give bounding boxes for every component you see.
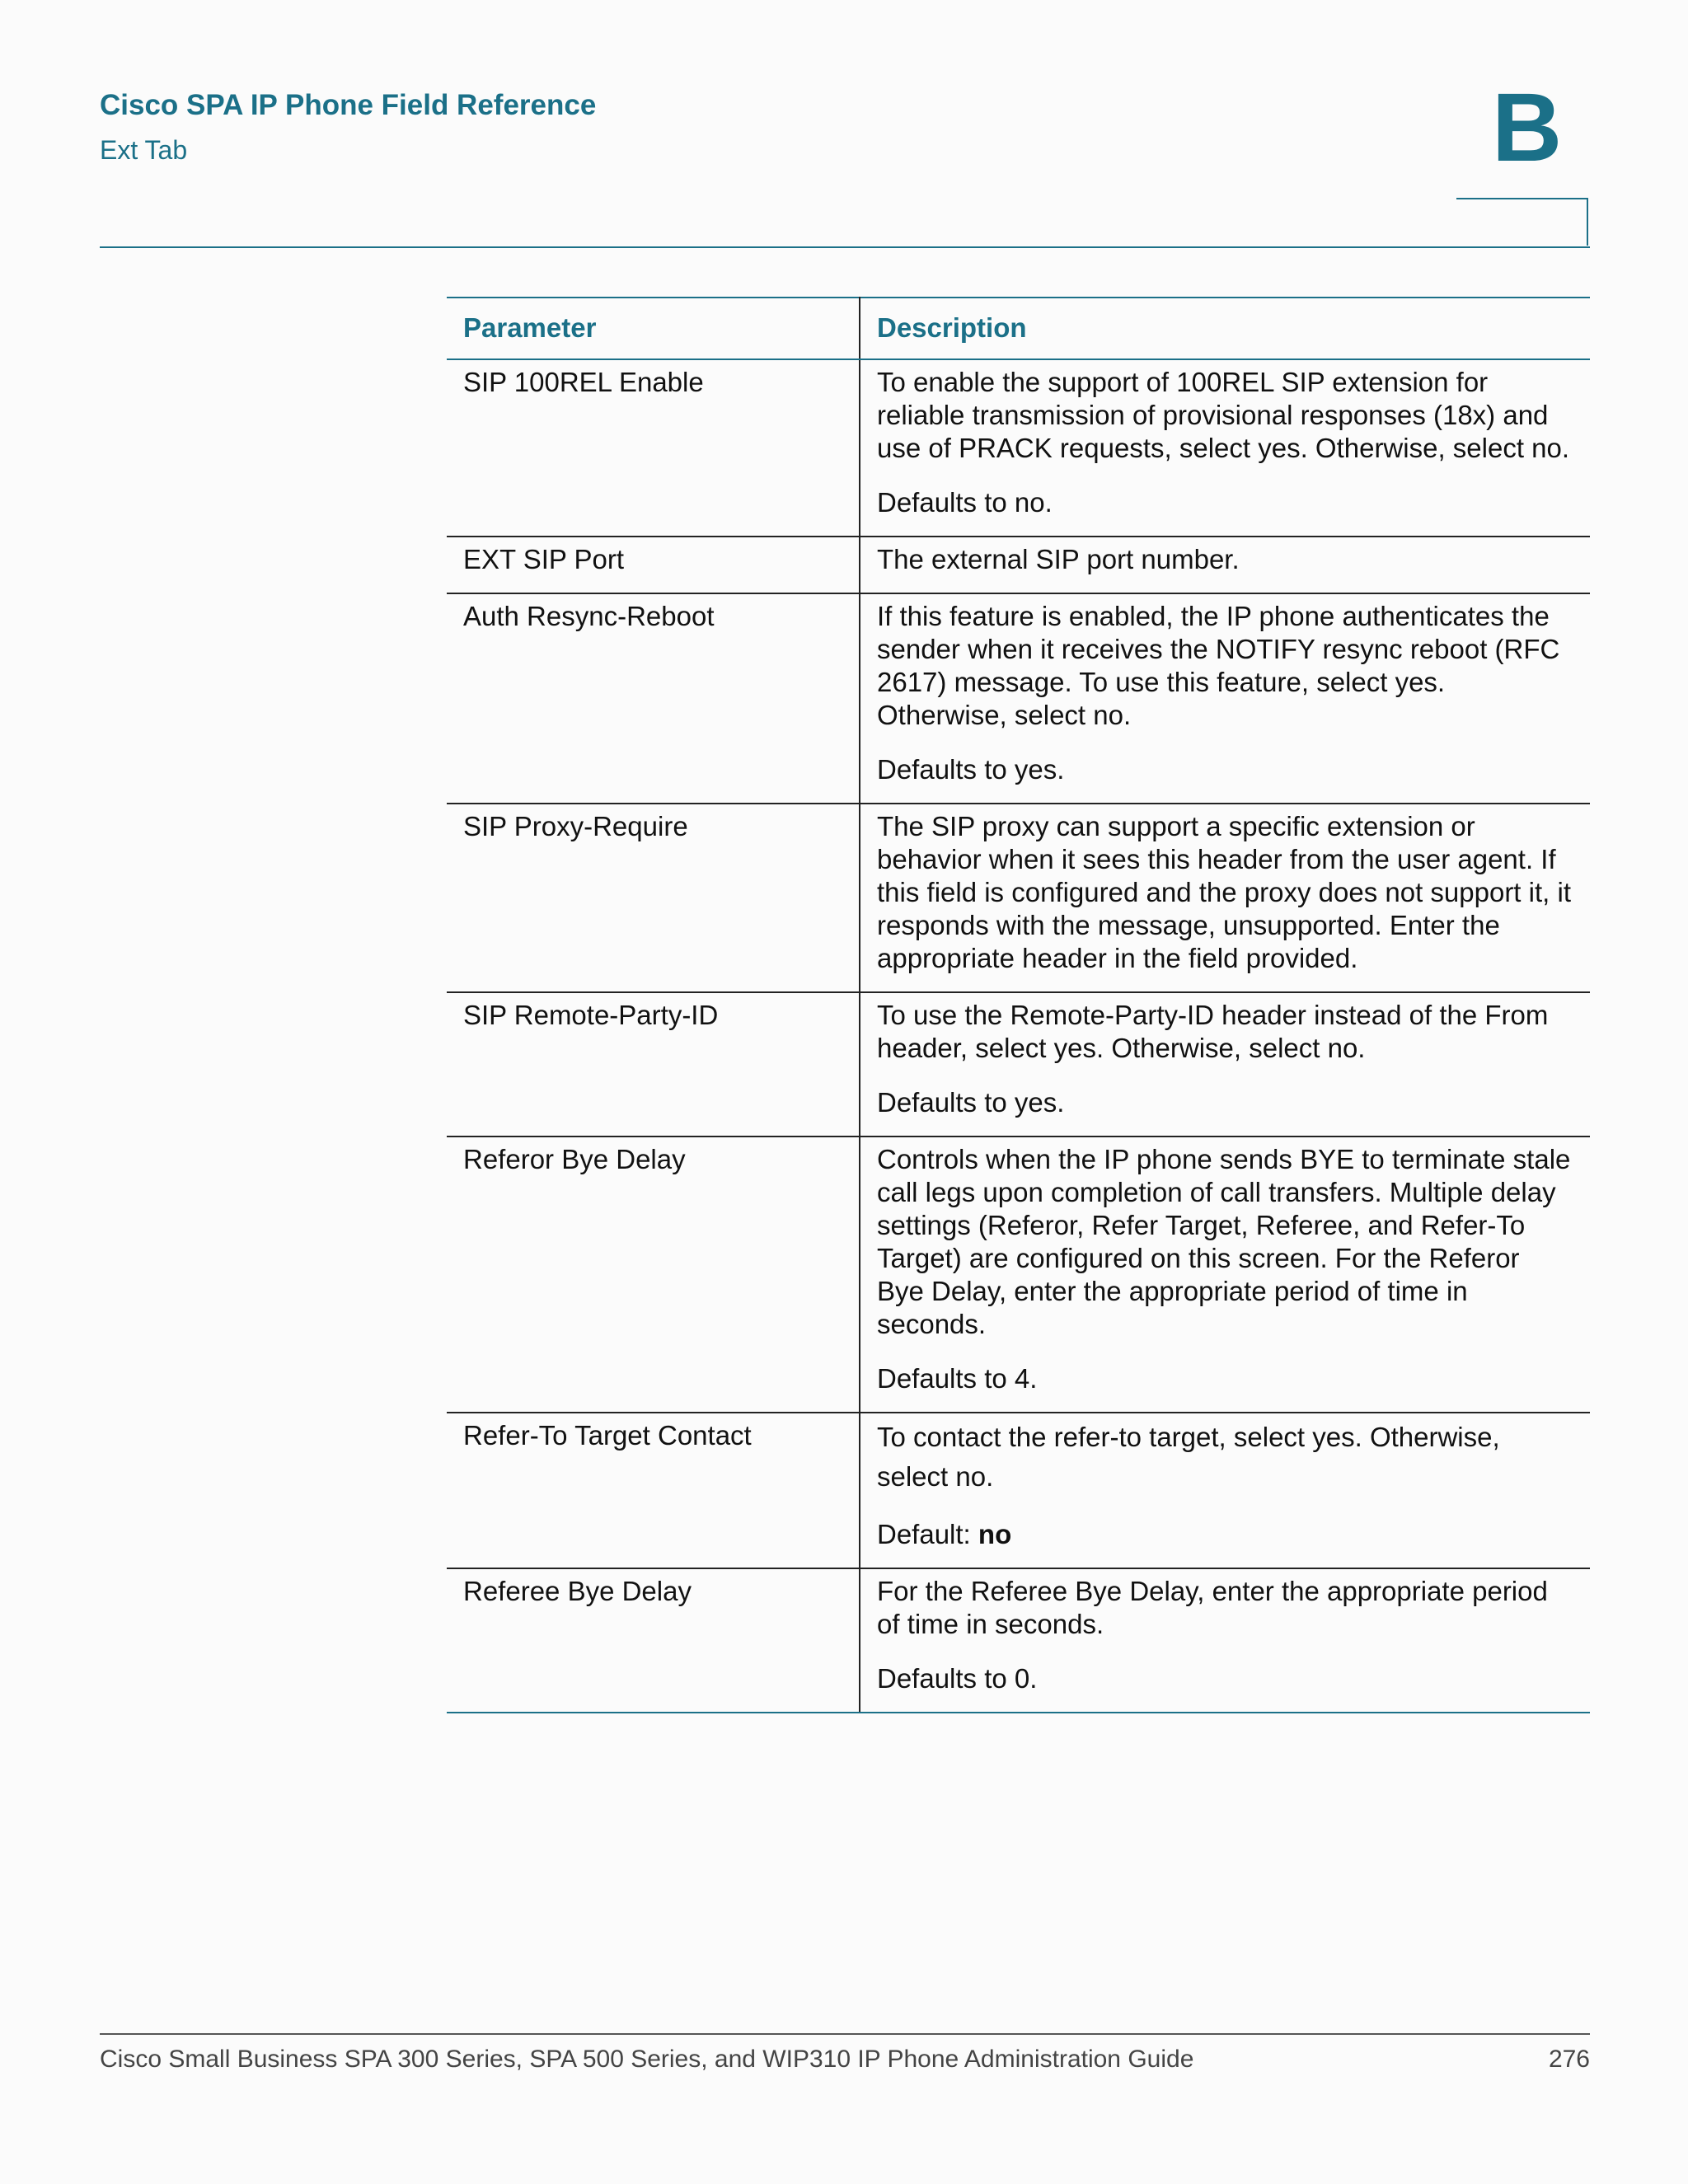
description-cell: [860, 593, 1590, 804]
column-header-description: Description: [860, 298, 1590, 359]
footer-divider: [100, 2033, 1590, 2035]
default-text: Defaults to yes.: [877, 754, 1065, 785]
description-cell: [860, 992, 1590, 1137]
description-cell: [860, 1568, 1590, 1713]
description-text: The SIP proxy can support a specific extension or behavior when it sees this header from the user agent. If this field is configured and the proxy does not support it, it responds with the message, unsupported. Enter the appropriate header in the field provided.: [877, 811, 1571, 973]
description-text: The external SIP port number.: [877, 544, 1240, 574]
parameter-cell: Referee Bye Delay: [447, 1568, 860, 1713]
footer-guide-title: Cisco Small Business SPA 300 Series, SPA 500 Series, and WIP310 IP Phone Administration Guide: [100, 2046, 1194, 2073]
table-row: [447, 1137, 1590, 1413]
page-header-subtitle: Ext Tab: [100, 135, 188, 165]
parameter-cell: SIP 100REL Enable: [447, 359, 860, 537]
table-row: [447, 359, 1590, 537]
description-cell: [860, 537, 1590, 593]
default-value: no: [978, 1519, 1012, 1549]
chapter-tab-box: [1456, 198, 1588, 246]
table-header-row: [447, 298, 1590, 359]
description-cell: [860, 804, 1590, 992]
description-text: To contact the refer-to target, select yes. Otherwise, select no.: [877, 1422, 1500, 1492]
field-reference-table: [447, 297, 1590, 1713]
description-text: Controls when the IP phone sends BYE to terminate stale call legs upon completion of call transfers. Multiple delay settings (Referor, Refer Target, Referee, and Refer-To Target) are configured on this screen. For the Referor Bye Delay, enter the appropriate period of time in seconds.: [877, 1144, 1571, 1339]
description-cell: [860, 1137, 1590, 1413]
field-reference-table-container: [447, 297, 1590, 1713]
description-text: For the Referee Bye Delay, enter the appropriate period of time in seconds.: [877, 1576, 1548, 1639]
table-row: [447, 1413, 1590, 1568]
default-text: Defaults to 0.: [877, 1663, 1038, 1694]
page-header-title: Cisco SPA IP Phone Field Reference: [100, 89, 597, 121]
parameter-cell: SIP Proxy-Require: [447, 804, 860, 992]
table-row: [447, 593, 1590, 804]
parameter-cell: Refer-To Target Contact: [447, 1413, 860, 1568]
description-text: To use the Remote-Party-ID header instead of the From header, select yes. Otherwise, select no.: [877, 1000, 1549, 1063]
default-text: Defaults to yes.: [877, 1087, 1065, 1118]
page-number: 276: [1548, 2046, 1590, 2073]
column-header-parameter: Parameter: [447, 298, 860, 359]
table-row: [447, 992, 1590, 1137]
header-divider: [100, 246, 1590, 248]
chapter-letter: B: [1492, 73, 1563, 182]
description-text: If this feature is enabled, the IP phone authenticates the sender when it receives the NOTIFY resync reboot (RFC 2617) message. To use this feature, select yes. Otherwise, select no.: [877, 601, 1560, 730]
parameter-cell: Referor Bye Delay: [447, 1137, 860, 1413]
table-row: [447, 1568, 1590, 1713]
description-text: To enable the support of 100REL SIP extension for reliable transmission of provisional responses (18x) and use of PRACK requests, select yes. Otherwise, select no.: [877, 367, 1570, 463]
description-cell: [860, 1413, 1590, 1568]
default-label: Default:: [877, 1519, 978, 1549]
table-row: [447, 537, 1590, 593]
default-text: Defaults to no.: [877, 487, 1053, 518]
parameter-cell: SIP Remote-Party-ID: [447, 992, 860, 1137]
parameter-cell: EXT SIP Port: [447, 537, 860, 593]
table-row: [447, 804, 1590, 992]
default-text: [877, 1518, 1573, 1551]
default-text: Defaults to 4.: [877, 1363, 1038, 1394]
parameter-cell: Auth Resync-Reboot: [447, 593, 860, 804]
description-cell: [860, 359, 1590, 537]
